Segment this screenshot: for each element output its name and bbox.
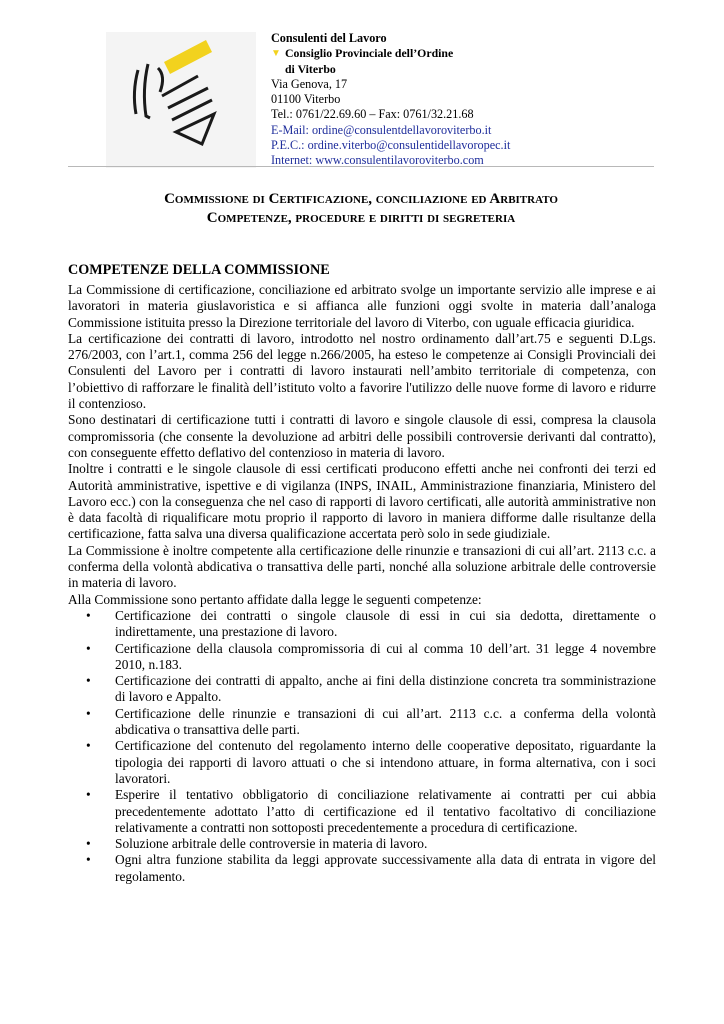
council-line [271, 46, 671, 61]
bullet-dot: • [86, 787, 91, 803]
address: Via Genova, 17 [271, 76, 348, 91]
list-item-text: Soluzione arbitrale delle controversie in materia di lavoro. [115, 836, 428, 852]
header-divider [68, 166, 654, 167]
list-item [68, 836, 656, 852]
list-item-text: Certificazione dei contratti o singole clausole di essi in cui sia dedotta, direttamente o indirettamente, una prestazione di lavoro. [115, 607, 656, 640]
paragraph: Inoltre i contratti e le singole clausole di essi certificati producono effetti anche nei confronti dei terzi ed Autorità amministrative, ispettive e di vigilanza (INPS, INAIL, Amministrazione finanziaria, Ministero del Lavoro ecc.) con la conseguenza che nel caso di rapporti di lavoro certificati, alle autorità amministrative non è data facoltà di riqualificare motu proprio il rapporto di lavoro in maniera difforme dalle risultanze della certificazione, fatta salva una diversa qualificazione accertata però solo in sede giudiziale. [68, 461, 656, 542]
consulenti-logo-icon [106, 32, 256, 168]
competences-list [68, 608, 656, 885]
bullet-dot: • [86, 640, 91, 656]
council-city: di Viterbo [285, 61, 336, 76]
list-item [68, 673, 656, 706]
list-item [68, 738, 656, 787]
bullet-dot: • [86, 607, 91, 623]
bullet-dot: • [86, 852, 91, 868]
list-item [68, 787, 656, 836]
list-item-text: Certificazione dei contratti di appalto, anche ai fini della distinzione concreta tra somministrazione di lavoro e Appalto. [115, 673, 656, 705]
yellow-triangle-icon: ▼ [271, 48, 281, 60]
council-name: Consiglio Provinciale dell’Ordine [285, 46, 454, 61]
document-body [68, 282, 656, 885]
section-heading: COMPETENZE DELLA COMMISSIONE [68, 262, 330, 278]
title-line-1: Commissione di Certificazione, conciliazione ed Arbitrato [164, 191, 558, 207]
list-item-text: Certificazione della clausola compromissoria di cui al comma 10 dell’art. 31 legge 4 novembre 2010, n.183. [115, 640, 656, 672]
list-item [68, 608, 656, 641]
website-link[interactable]: Internet: www.consulentilavoroviterbo.com [271, 153, 484, 168]
city: 01100 Viterbo [271, 92, 341, 107]
list-item-text: Esperire il tentativo obbligatorio di conciliazione relativamente ai contratti per cui abbia precedentemente adottato l’atto di certificazione ed il tentativo facoltativo di conciliazione relativamente a contratti non sottoposti precedentemente a procedura di certificazione. [115, 787, 656, 835]
paragraph: Sono destinatari di certificazione tutti i contratti di lavoro e singole clausole di essi, compresa la clausola compromissoria (che consente la devoluzione ad arbitri delle possibili controversie derivanti dal contratto), con conseguente effetto deflativo del contenzioso in materia di lavoro. [68, 412, 656, 460]
paragraph: La Commissione è inoltre competente alla certificazione delle rinunzie e transazioni di cui all’art. 2113 c.c. a conferma della volontà abdicativa o transattiva delle parti, nonché alla soluzione arbitrale delle controversie in materia di lavoro. [68, 542, 656, 591]
paragraph: La Commissione di certificazione, conciliazione ed arbitrato svolge un importante servizio alle imprese e ai lavoratori in materia giuslavoristica e si affianca alle funzioni oggi svolte in materia dall’analoga Commissione istituita presso la Direzione territoriale del lavoro di Viterbo, con uguale efficacia giuridica. [68, 282, 656, 330]
list-item-text: Certificazione delle rinunzie e transazioni di cui all’art. 2113 c.c. a conferma della volontà abdicativa o transattiva delle parti. [115, 705, 656, 738]
org-name: Consulenti del Lavoro [271, 31, 387, 45]
phone-fax: Tel.: 0761/22.69.60 – Fax: 0761/32.21.68 [271, 107, 474, 122]
logo [106, 32, 256, 168]
list-item [68, 641, 656, 674]
bullet-dot: • [86, 673, 91, 689]
bullet-dot: • [86, 738, 91, 754]
pec-link[interactable]: P.E.C.: ordine.viterbo@consulentidellavoropec.it [271, 138, 511, 153]
letterhead [271, 31, 671, 169]
bullet-dot: • [86, 836, 91, 852]
bullet-dot: • [86, 705, 91, 721]
list-item-text: Ogni altra funzione stabilita da leggi approvate successivamente alla data di entrata in vigore del regolamento. [115, 852, 656, 884]
paragraph: Alla Commissione sono pertanto affidate dalla legge le seguenti competenze: [68, 591, 482, 607]
document-title [68, 190, 654, 228]
list-item [68, 706, 656, 739]
list-item [68, 852, 656, 885]
paragraph: La certificazione dei contratti di lavoro, introdotto nel nostro ordinamento dall’art.75 e seguenti D.Lgs. 276/2003, con l’art.1, comma 256 del legge n.266/2005, ha esteso le competenze ai Consigli Provinciali dei Consulenti del Lavoro per i contratti di lavoro instaurati nell’ambito territoriale di competenza, con l’obiettivo di rafforzare le finalità dell’istituto volto a favorire l'utilizzo delle nuove forme di lavoro e ridurre il contenzioso. [68, 330, 656, 412]
title-line-2: Competenze, procedure e diritti di segreteria [206, 210, 516, 226]
list-item-text: Certificazione del contenuto del regolamento interno delle cooperative depositato, riguardante la tipologia dei rapporti di lavoro attuati o che si intendono attuare, in forma alternativa, con i soci lavoratori. [115, 738, 656, 786]
email-link[interactable]: E-Mail: ordine@consulentdellavoroviterbo.it [271, 122, 492, 137]
